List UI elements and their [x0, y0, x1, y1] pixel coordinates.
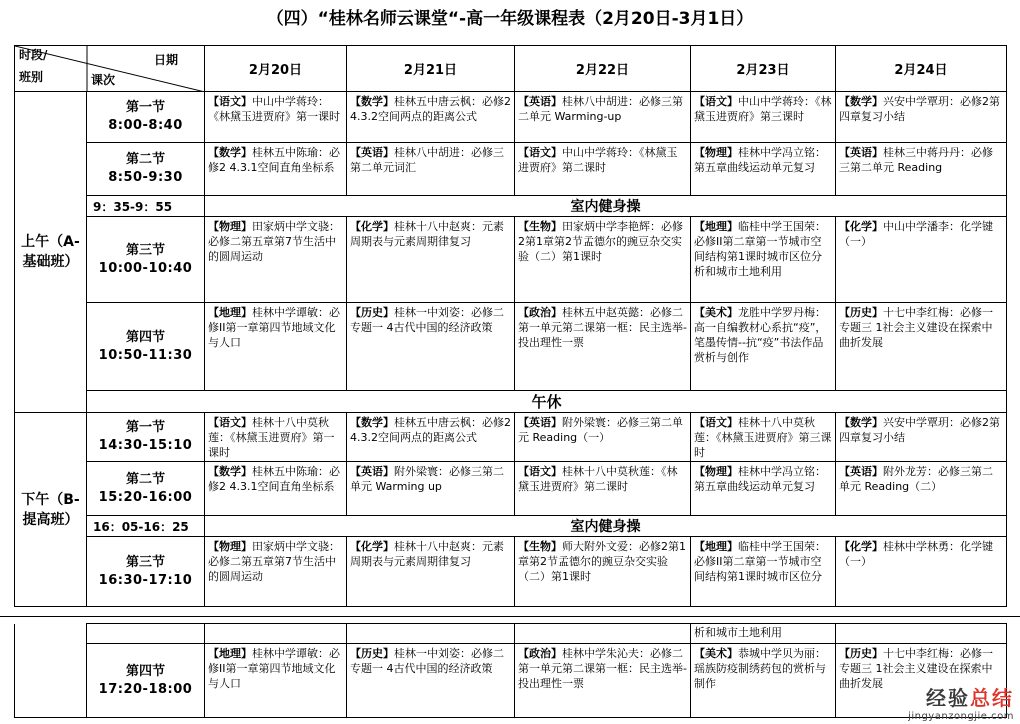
period-cell: [87, 537, 205, 607]
lesson-text: 中山中学蒋玲：《林黛玉进贾府》第三课时: [694, 95, 832, 123]
break-row: [15, 196, 1007, 217]
subject-label: 【语文】: [208, 95, 252, 108]
period-name: 第四节: [125, 329, 165, 345]
page-break-line: [0, 616, 1020, 617]
corner-date-label: 日期: [153, 53, 178, 67]
schedule-table-continued-wrap: [14, 623, 1006, 718]
lesson-text: 桂林十八中莫秋莲：《林黛玉进贾府》第二课时: [518, 465, 678, 493]
empty-cell: [515, 624, 691, 644]
lesson-cell: [691, 303, 836, 391]
corner-lesson-label: 课次: [91, 73, 116, 87]
lesson-cell: [515, 92, 691, 143]
lesson-text: 桂林八中胡进：必修三第二单元 Warming-up: [518, 95, 683, 123]
period-time: 14:30-15:10: [98, 438, 193, 453]
lesson-cell: [691, 644, 836, 718]
empty-cell: [87, 624, 205, 644]
period-time: 10:50-11:30: [98, 347, 193, 363]
overflow-row: [15, 624, 1007, 644]
lesson-text: 龙胜中学罗丹梅：高一自编教材心系抗“疫”，笔墨传情--抗“疫”书法作品赏析与创作: [694, 306, 827, 364]
lesson-text: 桂林中学林勇：化学键（一）: [839, 540, 993, 568]
lesson-cell: [836, 92, 1007, 143]
header-row: [15, 46, 1007, 92]
period-cell: [87, 303, 205, 391]
lesson-cell: [515, 217, 691, 303]
lesson-text: 桂林八中胡进：必修三第二单元词汇: [350, 146, 504, 174]
lesson-text: 兴安中学覃玥：必修2第四章复习小结: [839, 416, 1000, 444]
header-corner: [15, 46, 205, 92]
overflow-text: 析和城市土地利用: [691, 624, 836, 644]
lesson-cell: [205, 303, 347, 391]
lesson-text: 桂林一中刘姿：必修二专题一 4古代中国的经济政策: [350, 306, 504, 334]
lesson-text: 桂林十八中莫秋莲：《林黛玉进贾府》第一课时: [208, 416, 335, 459]
subject-label: 【化学】: [839, 540, 883, 553]
lesson-text: 桂林中学谭敏：必修II第一章第四节地域文化与人口: [208, 306, 340, 349]
session-continuation: [15, 624, 87, 644]
lesson-cell: [515, 303, 691, 391]
subject-label: 【物理】: [694, 146, 738, 159]
break-row: [15, 516, 1007, 537]
period-time: 10:00-10:40: [98, 260, 193, 276]
period-cell: [87, 143, 205, 196]
period-time: 15:20-16:00: [98, 489, 193, 505]
break-time: 16：05-16：25: [87, 516, 205, 537]
period-cell: [87, 462, 205, 516]
subject-label: 【数学】: [350, 95, 394, 108]
lesson-text: 桂林中学朱沁夫：必修二第一单元第二课第一框：民主选举-投出理性一票: [518, 647, 687, 690]
subject-label: 【语文】: [208, 416, 252, 429]
lesson-cell: [347, 92, 515, 143]
morning-session-label: 上午（A-基础班）: [15, 92, 87, 413]
lesson-cell: [347, 143, 515, 196]
lesson-text: 临桂中学王国荣：必修II第二章第一节城市空间结构第1课时城市区位分: [694, 540, 826, 583]
empty-cell: [205, 624, 347, 644]
watermark-word-2: 总结: [970, 686, 1014, 710]
period-time: 8:00-8:40: [108, 118, 183, 133]
lesson-cell: [515, 413, 691, 462]
period-cell: [87, 92, 205, 143]
period-name: 第二节: [125, 471, 165, 487]
lesson-text: 兴安中学覃玥：必修2第四章复习小结: [839, 95, 1000, 123]
lesson-cell: [205, 92, 347, 143]
lesson-cell: [347, 413, 515, 462]
subject-label: 【数学】: [839, 416, 883, 429]
table-row: [15, 413, 1007, 462]
subject-label: 【政治】: [518, 306, 562, 319]
lesson-cell: [836, 143, 1007, 196]
subject-label: 【语文】: [518, 465, 562, 478]
table-row: [15, 537, 1007, 607]
subject-label: 【英语】: [839, 465, 883, 478]
schedule-table-continued: [14, 623, 1007, 718]
watermark-word-1: 经验: [926, 686, 970, 710]
period-cell: [87, 217, 205, 303]
table-row: [15, 303, 1007, 391]
period-name: 第二节: [125, 152, 165, 167]
lesson-text: 桂林中学谭敏：必修II第一章第四节地域文化与人口: [208, 647, 340, 690]
period-time: 17:20-18:00: [98, 681, 193, 697]
subject-label: 【生物】: [518, 220, 562, 233]
lesson-cell: [205, 413, 347, 462]
break-time: 9：35-9：55: [87, 196, 205, 217]
lesson-cell: [836, 413, 1007, 462]
break-label: 室内健身操: [205, 516, 1007, 537]
lesson-cell: [691, 143, 836, 196]
empty-cell: [836, 624, 1007, 644]
lesson-cell: [205, 644, 347, 718]
subject-label: 【物理】: [694, 465, 738, 478]
subject-label: 【历史】: [839, 647, 883, 660]
lesson-text: 附外龙芳：必修三第二单元 Reading（二）: [839, 465, 993, 493]
lesson-text: 附外梁寰：必修三第二单元 Reading（一）: [518, 416, 683, 444]
lesson-cell: [836, 217, 1007, 303]
lesson-text: 桂林十八中赵爽：元素周期表与元素周期律复习: [350, 540, 504, 568]
lesson-cell: [205, 537, 347, 607]
date-header: 2月24日: [836, 46, 1007, 92]
break-label: 室内健身操: [205, 196, 1007, 217]
lesson-cell: [691, 92, 836, 143]
subject-label: 【物理】: [208, 220, 252, 233]
date-header: 2月22日: [515, 46, 691, 92]
subject-label: 【英语】: [350, 146, 394, 159]
subject-label: 【数学】: [208, 146, 252, 159]
lesson-cell: [515, 644, 691, 718]
subject-label: 【政治】: [518, 647, 562, 660]
subject-label: 【语文】: [694, 416, 738, 429]
lesson-cell: [515, 537, 691, 607]
table-row: [15, 92, 1007, 143]
subject-label: 【地理】: [208, 647, 252, 660]
page-title: （四）“桂林名师云课堂“-高一年级课程表（2月20日-3月1日）: [266, 9, 754, 29]
session-continuation: [15, 644, 87, 718]
lesson-text: 桂林中学冯立铭：第五章曲线运动单元复习: [694, 146, 826, 174]
lesson-cell: [515, 462, 691, 516]
lesson-text: 桂林五中赵英懿：必修二第一单元第二课第一框：民主选举-投出理性一票: [518, 306, 687, 349]
lesson-text: 中山中学潘李：化学键（一）: [839, 220, 993, 248]
lesson-text: 桂林五中唐云枫：必修2 4.3.2空间两点的距离公式: [350, 95, 511, 123]
lesson-text: 田家炳中学文骁：必修二第五章第7节生活中的圆周运动: [208, 220, 340, 263]
subject-label: 【地理】: [694, 540, 738, 553]
period-name: 第一节: [125, 420, 165, 435]
afternoon-session-label: 下午（B-提高班）: [15, 413, 87, 607]
subject-label: 【物理】: [208, 540, 252, 553]
lesson-text: 十七中李红梅：必修一专题三 1社会主义建设在探索中曲折发展: [839, 306, 993, 349]
lesson-cell: [347, 462, 515, 516]
subject-label: 【美术】: [694, 306, 738, 319]
subject-label: 【美术】: [694, 647, 738, 660]
table-row: [15, 217, 1007, 303]
lesson-text: 桂林十八中莫秋莲：《林黛玉进贾府》第三课时: [694, 416, 832, 459]
subject-label: 【数学】: [208, 465, 252, 478]
watermark-title: [908, 682, 1014, 711]
schedule-table: [14, 45, 1007, 607]
corner-period-label: 时段/: [19, 48, 48, 62]
lesson-cell: [836, 537, 1007, 607]
subject-label: 【数学】: [839, 95, 883, 108]
subject-label: 【英语】: [518, 416, 562, 429]
lesson-text: 临桂中学王国荣：必修II第二章第一节城市空间结构第1课时城市区位分析和城市土地利用: [694, 220, 826, 278]
corner-class-label: 班别: [19, 70, 44, 84]
lesson-cell: [205, 462, 347, 516]
lesson-text: 桂林五中陈瑜：必修2 4.3.1空间直角坐标系: [208, 146, 340, 174]
lesson-cell: [347, 644, 515, 718]
lunch-label: 午休: [87, 391, 1007, 413]
lesson-cell: [836, 303, 1007, 391]
period-name: 第四节: [125, 663, 165, 679]
subject-label: 【生物】: [518, 540, 562, 553]
schedule-table-wrap: [14, 45, 1006, 607]
lesson-cell: [347, 303, 515, 391]
lesson-cell: [691, 217, 836, 303]
subject-label: 【语文】: [518, 146, 562, 159]
period-time: 8:50-9:30: [108, 170, 183, 185]
subject-label: 【历史】: [350, 647, 394, 660]
lesson-cell: [347, 217, 515, 303]
lesson-text: 中山中学蒋玲：《林黛玉进贾府》第二课时: [518, 146, 678, 174]
period-cell: [87, 413, 205, 462]
subject-label: 【数学】: [350, 416, 394, 429]
lesson-cell: [515, 143, 691, 196]
subject-label: 【历史】: [350, 306, 394, 319]
date-header: 2月20日: [205, 46, 347, 92]
site-watermark: [908, 682, 1014, 722]
lesson-text: 桂林十八中赵爽：元素周期表与元素周期律复习: [350, 220, 504, 248]
period-name: 第三节: [125, 242, 165, 258]
subject-label: 【地理】: [694, 220, 738, 233]
period-name: 第三节: [125, 554, 165, 570]
lesson-text: 桂林一中刘姿：必修二专题一 4古代中国的经济政策: [350, 647, 504, 675]
lesson-cell: [205, 143, 347, 196]
lesson-text: 附外梁寰：必修三第二单元 Warming up: [350, 465, 504, 493]
subject-label: 【地理】: [208, 306, 252, 319]
subject-label: 【历史】: [839, 306, 883, 319]
lesson-text: 桂林中学冯立铭：第五章曲线运动单元复习: [694, 465, 826, 493]
lesson-text: 桂林五中唐云枫：必修2 4.3.2空间两点的距离公式: [350, 416, 511, 444]
table-row: [15, 462, 1007, 516]
lesson-text: 恭城中学贝为丽：瑶族防疫制绣药包的赏析与制作: [694, 647, 826, 690]
lesson-cell: [691, 537, 836, 607]
lesson-text: 中山中学蒋玲：《林黛玉进贾府》第一课时: [208, 95, 340, 123]
table-row: [15, 644, 1007, 718]
lesson-cell: [205, 217, 347, 303]
empty-cell: [347, 624, 515, 644]
watermark-url: jingyanzongjie.com: [908, 711, 1014, 722]
subject-label: 【英语】: [839, 146, 883, 159]
period-time: 16:30-17:10: [98, 572, 193, 588]
subject-label: 【化学】: [350, 220, 394, 233]
lesson-text: 师大附外文爱：必修2第1章第2节孟德尔的豌豆杂交实验（二）第1课时: [518, 540, 686, 583]
table-row: [15, 143, 1007, 196]
lesson-cell: [691, 462, 836, 516]
lesson-text: 桂林三中蒋丹丹：必修三第二单元 Reading: [839, 146, 993, 174]
lesson-text: 桂林五中陈瑜：必修2 4.3.1空间直角坐标系: [208, 465, 340, 493]
lesson-cell: [836, 462, 1007, 516]
subject-label: 【化学】: [839, 220, 883, 233]
date-header: 2月23日: [691, 46, 836, 92]
period-cell: [87, 644, 205, 718]
lunch-row: [15, 391, 1007, 413]
lesson-text: 田家炳中学李艳辉：必修2第1章第2节孟德尔的豌豆杂交实验（二）第1课时: [518, 220, 683, 263]
date-header: 2月21日: [347, 46, 515, 92]
lesson-text: 十七中李红梅：必修一专题三 1社会主义建设在探索中曲折发展: [839, 647, 993, 690]
subject-label: 【英语】: [350, 465, 394, 478]
lesson-cell: [347, 537, 515, 607]
lesson-cell: [691, 413, 836, 462]
period-name: 第一节: [125, 100, 165, 115]
subject-label: 【英语】: [518, 95, 562, 108]
subject-label: 【语文】: [694, 95, 738, 108]
subject-label: 【化学】: [350, 540, 394, 553]
lesson-text: 田家炳中学文骁：必修二第五章第7节生活中的圆周运动: [208, 540, 340, 583]
